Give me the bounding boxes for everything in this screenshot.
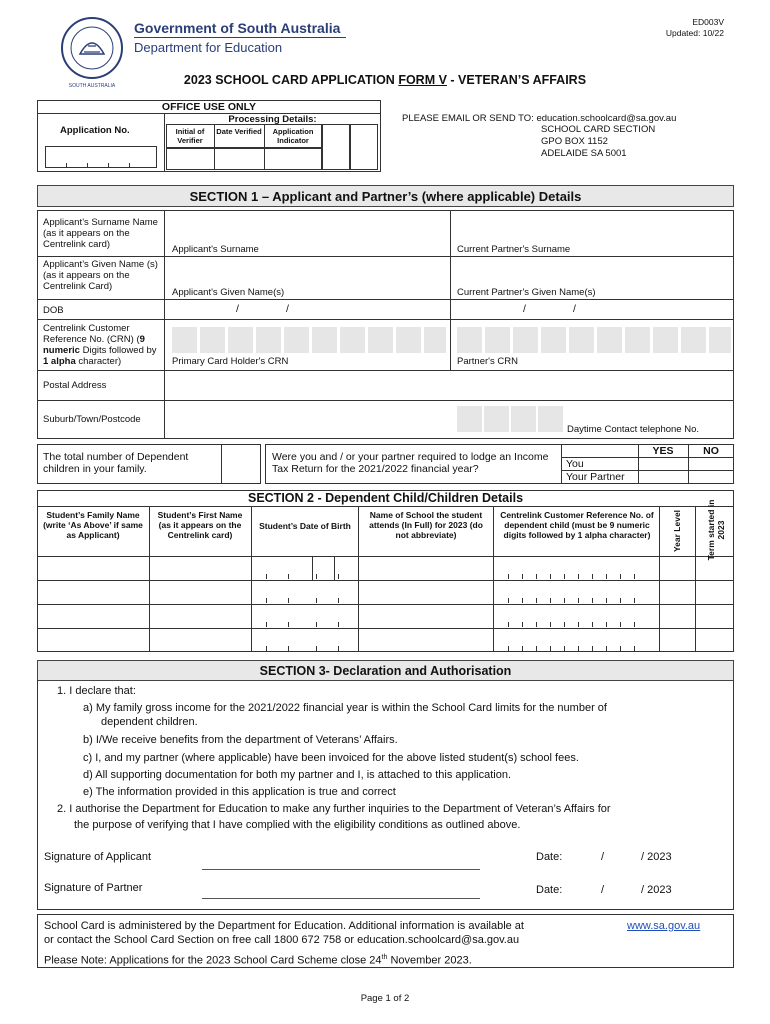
date-slash-partner[interactable]: / xyxy=(601,884,605,896)
partner-yes-checkbox[interactable] xyxy=(639,471,687,483)
col-school-name: Name of School the student attends (In Full) for 2023 (do not abbreviate) xyxy=(369,510,483,540)
student-row-2[interactable] xyxy=(37,580,734,604)
primary-crn-label: Primary Card Holder's CRN xyxy=(172,356,289,367)
partner-no-checkbox[interactable] xyxy=(689,471,733,483)
partner-crn-label: Partner's CRN xyxy=(457,356,518,367)
authorise-item2b: the purpose of verifying that I have complied with the eligibility conditions as outlined above. xyxy=(74,819,521,831)
yes-header: YES xyxy=(652,445,674,457)
date-year-partner[interactable]: / 2023 xyxy=(641,884,672,896)
dependents-count-field[interactable] xyxy=(222,445,260,483)
date-slash-applicant[interactable]: / xyxy=(601,851,605,863)
your-partner-label: Your Partner xyxy=(566,471,625,483)
partner-dob-slash1[interactable]: / xyxy=(523,303,526,315)
applicant-dob-slash1[interactable]: / xyxy=(236,303,239,315)
applicant-surname-field[interactable]: Applicant's Surname xyxy=(172,244,259,255)
col-app-indicator: Application Indicator xyxy=(272,127,314,145)
col-term-started: Term started in 2023 xyxy=(706,499,726,561)
send-to-line3: GPO BOX 1152 xyxy=(541,136,608,147)
send-to-line2: SCHOOL CARD SECTION xyxy=(541,124,656,135)
applicant-dob-slash2[interactable]: / xyxy=(286,303,289,315)
dependents-label: The total number of Dependent children in your family. xyxy=(43,451,189,475)
declare-e: e) The information provided in this application is true and correct xyxy=(83,786,396,798)
col-year-level: Year Level xyxy=(672,509,682,553)
footer-line1: School Card is administered by the Department for Education. Additional information is available at xyxy=(44,920,524,932)
verifier-field[interactable] xyxy=(166,148,322,170)
surname-label: Applicant’s Surname Name (as it appears on the Centrelink card) xyxy=(43,217,158,250)
partner-dob-slash2[interactable]: / xyxy=(573,303,576,315)
declare-c: c) I, and my partner (where applicable) have been invoiced for the above listed student(s) school fees. xyxy=(83,752,579,764)
date-label-partner: Date: xyxy=(536,884,563,896)
processing-label: Processing Details: xyxy=(228,114,317,125)
send-to-line4: ADELAIDE SA 5001 xyxy=(541,148,627,159)
col-child-crn: Centrelink Customer Reference No. of dependent child (must be 9 numeric digits followed by 1 alpha character) xyxy=(500,510,654,540)
partner-surname-field[interactable]: Current Partner's Surname xyxy=(457,244,571,255)
form-title: 2023 SCHOOL CARD APPLICATION FORM V - VETERAN’S AFFAIRS xyxy=(183,73,587,87)
student-row-1[interactable] xyxy=(37,556,734,580)
date-label-applicant: Date: xyxy=(536,851,563,863)
declare-a2: dependent children. xyxy=(101,716,198,728)
col-first-name: Student’s First Name (as it appears on the Centrelink card) xyxy=(157,510,243,540)
application-no-label: Application No. xyxy=(60,125,130,136)
declare-b: b) I/We receive benefits from the department of Veterans’ Affairs. xyxy=(83,734,398,746)
declare-a: a) My family gross income for the 2021/2022 financial year is within the School Card limits for the number of xyxy=(83,702,607,714)
gov-name: Government of South Australia xyxy=(134,20,341,36)
closing-note: Please Note: Applications for the 2023 School Card Scheme close 24th November 2023. xyxy=(44,954,472,967)
dob-label: DOB xyxy=(43,305,64,316)
suburb-field[interactable] xyxy=(166,402,446,436)
updated-date: Updated: 10/22 xyxy=(665,28,724,38)
tax-question: Were you and / or your partner required to lodge an Income Tax Return for the 2021/2022 financial year? xyxy=(272,451,549,475)
postal-address-field[interactable] xyxy=(166,372,732,398)
col-initial-verifier: Initial of Verifier xyxy=(175,127,205,145)
date-year-applicant[interactable]: / 2023 xyxy=(641,851,672,863)
no-header: NO xyxy=(703,445,719,457)
partner-given-field[interactable]: Current Partner's Given Name(s) xyxy=(457,287,596,298)
section1-heading: SECTION 1 – Applicant and Partner’s (where applicable) Details xyxy=(37,185,734,207)
signature-partner-label: Signature of Partner xyxy=(44,882,143,894)
crn-label: Centrelink Customer Reference No. (CRN) (9 numeric Digits followed by 1 alpha character) xyxy=(43,323,157,367)
section2-heading: SECTION 2 - Dependent Child/Children Details xyxy=(247,491,524,505)
postal-label: Postal Address xyxy=(43,380,107,391)
logo xyxy=(60,16,124,80)
seal-text: SOUTH AUSTRALIA xyxy=(68,83,116,89)
suburb-label: Suburb/Town/Postcode xyxy=(43,414,141,425)
phone-label: Daytime Contact telephone No. xyxy=(567,424,700,435)
you-label: You xyxy=(566,458,584,470)
signature-applicant-line[interactable] xyxy=(202,869,480,870)
office-use-title: OFFICE USE ONLY xyxy=(161,101,257,113)
footer-link[interactable]: www.sa.gov.au xyxy=(627,920,701,932)
page-number: Page 1 of 2 xyxy=(360,993,410,1004)
indicator-box-1[interactable] xyxy=(322,124,350,170)
dept-name: Department for Education xyxy=(134,40,283,55)
signature-partner-line[interactable] xyxy=(202,898,480,899)
authorise-item2: 2. I authorise the Department for Education to make any further inquiries to the Department of Veteran’s Affairs for xyxy=(57,803,611,815)
indicator-box-2[interactable] xyxy=(350,124,378,170)
student-row-4[interactable] xyxy=(37,628,734,652)
col-dob: Student’s Date of Birth xyxy=(259,521,351,531)
student-row-3[interactable] xyxy=(37,604,734,628)
send-to-line1: PLEASE EMAIL OR SEND TO: education.schoolcard@sa.gov.au xyxy=(402,113,677,124)
col-date-verified: Date Verified xyxy=(216,127,262,136)
section3-heading: SECTION 3- Declaration and Authorisation xyxy=(37,660,734,681)
state-seal-icon xyxy=(60,16,124,80)
declare-item1: 1. I declare that: xyxy=(57,685,136,697)
application-no-field[interactable] xyxy=(45,146,157,168)
form-code: ED003V xyxy=(692,17,724,27)
you-no-checkbox[interactable] xyxy=(689,458,733,469)
signature-applicant-label: Signature of Applicant xyxy=(44,851,152,863)
declare-d: d) All supporting documentation for both my partner and I, is attached to this application. xyxy=(83,769,512,781)
you-yes-checkbox[interactable] xyxy=(639,458,687,469)
footer-line2: or contact the School Card Section on free call 1800 672 758 or education.schoolcard@sa.gov.au xyxy=(44,934,520,946)
given-label: Applicant’s Given Name (s) (as it appears on the Centrelink Card) xyxy=(43,259,158,292)
applicant-given-field[interactable]: Applicant's Given Name(s) xyxy=(172,287,285,298)
col-family-name: Student’s Family Name (write ‘As Above’ if same as Applicant) xyxy=(43,510,143,540)
